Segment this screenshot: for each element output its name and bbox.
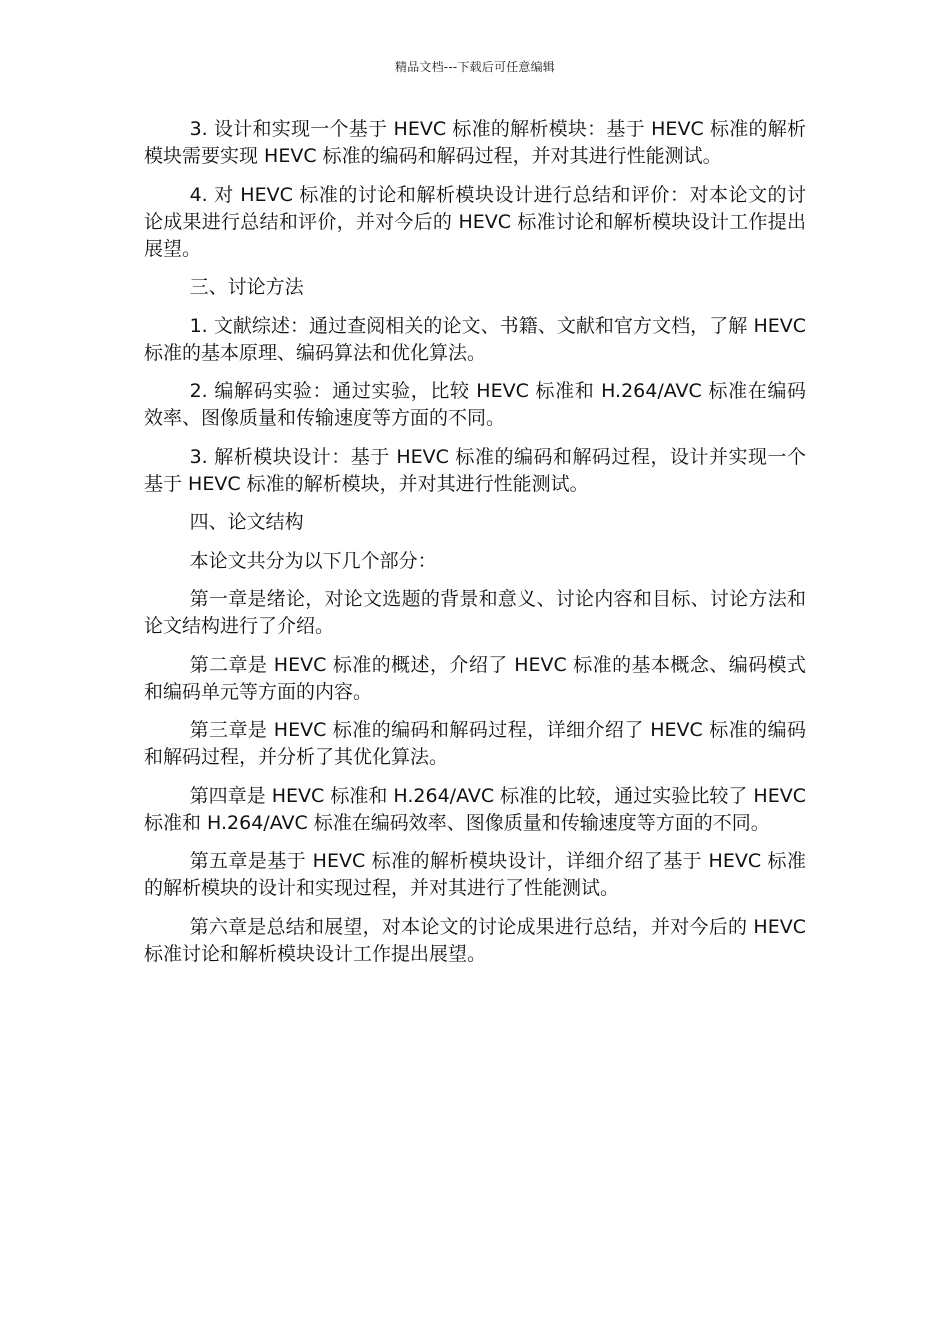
paragraph-chapter-2: 第二章是 HEVC 标准的概述，介绍了 HEVC 标准的基本概念、编码模式和编码单元等方面的内容。	[144, 653, 806, 703]
paragraph-chapter-5: 第五章是基于 HEVC 标准的解析模块设计，详细介绍了基于 HEVC 标准的解析模块的设计和实现过程，并对其进行了性能测试。	[144, 850, 806, 899]
section-heading-structure: 四、论文结构	[189, 511, 304, 533]
page-header: 精品文档---下载后可任意编辑	[395, 60, 555, 74]
section-heading-methods: 三、讨论方法	[189, 276, 304, 298]
document-body	[144, 116, 806, 979]
paragraph-chapter-3: 第三章是 HEVC 标准的编码和解码过程，详细介绍了 HEVC 标准的编码和解码过程，并分析了其优化算法。	[144, 719, 806, 768]
paragraph-structure-intro: 本论文共分为以下几个部分：	[189, 549, 437, 572]
paragraph-chapter-6: 第六章是总结和展望，对本论文的讨论成果进行总结，并对今后的 HEVC 标准讨论和解析模块设计工作提出展望。	[144, 915, 806, 965]
paragraph-method-1: 1. 文献综述：通过查阅相关的论文、书籍、文献和官方文档，了解 HEVC 标准的基本原理、编码算法和优化算法。	[144, 314, 806, 364]
paragraph-chapter-1: 第一章是绪论，对论文选题的背景和意义、讨论内容和目标、讨论方法和论文结构进行了介绍。	[144, 588, 806, 637]
paragraph-method-2: 2. 编解码实验：通过实验，比较 HEVC 标准和 H.264/AVC 标准在编码效率、图像质量和传输速度等方面的不同。	[144, 380, 806, 429]
paragraph-objective-3: 3. 设计和实现一个基于 HEVC 标准的解析模块：基于 HEVC 标准的解析模块需要实现 HEVC 标准的编码和解码过程，并对其进行性能测试。	[144, 118, 806, 167]
paragraph-chapter-4: 第四章是 HEVC 标准和 H.264/AVC 标准的比较，通过实验比较了 HEVC 标准和 H.264/AVC 标准在编码效率、图像质量和传输速度等方面的不同。	[144, 784, 806, 834]
paragraph-objective-4: 4. 对 HEVC 标准的讨论和解析模块设计进行总结和评价：对本论文的讨论成果进行总结和评价，并对今后的 HEVC 标准讨论和解析模块设计工作提出展望。	[144, 183, 806, 260]
paragraph-method-3: 3. 解析模块设计：基于 HEVC 标准的编码和解码过程，设计并实现一个基于 HEVC 标准的解析模块，并对其进行性能测试。	[144, 445, 806, 495]
